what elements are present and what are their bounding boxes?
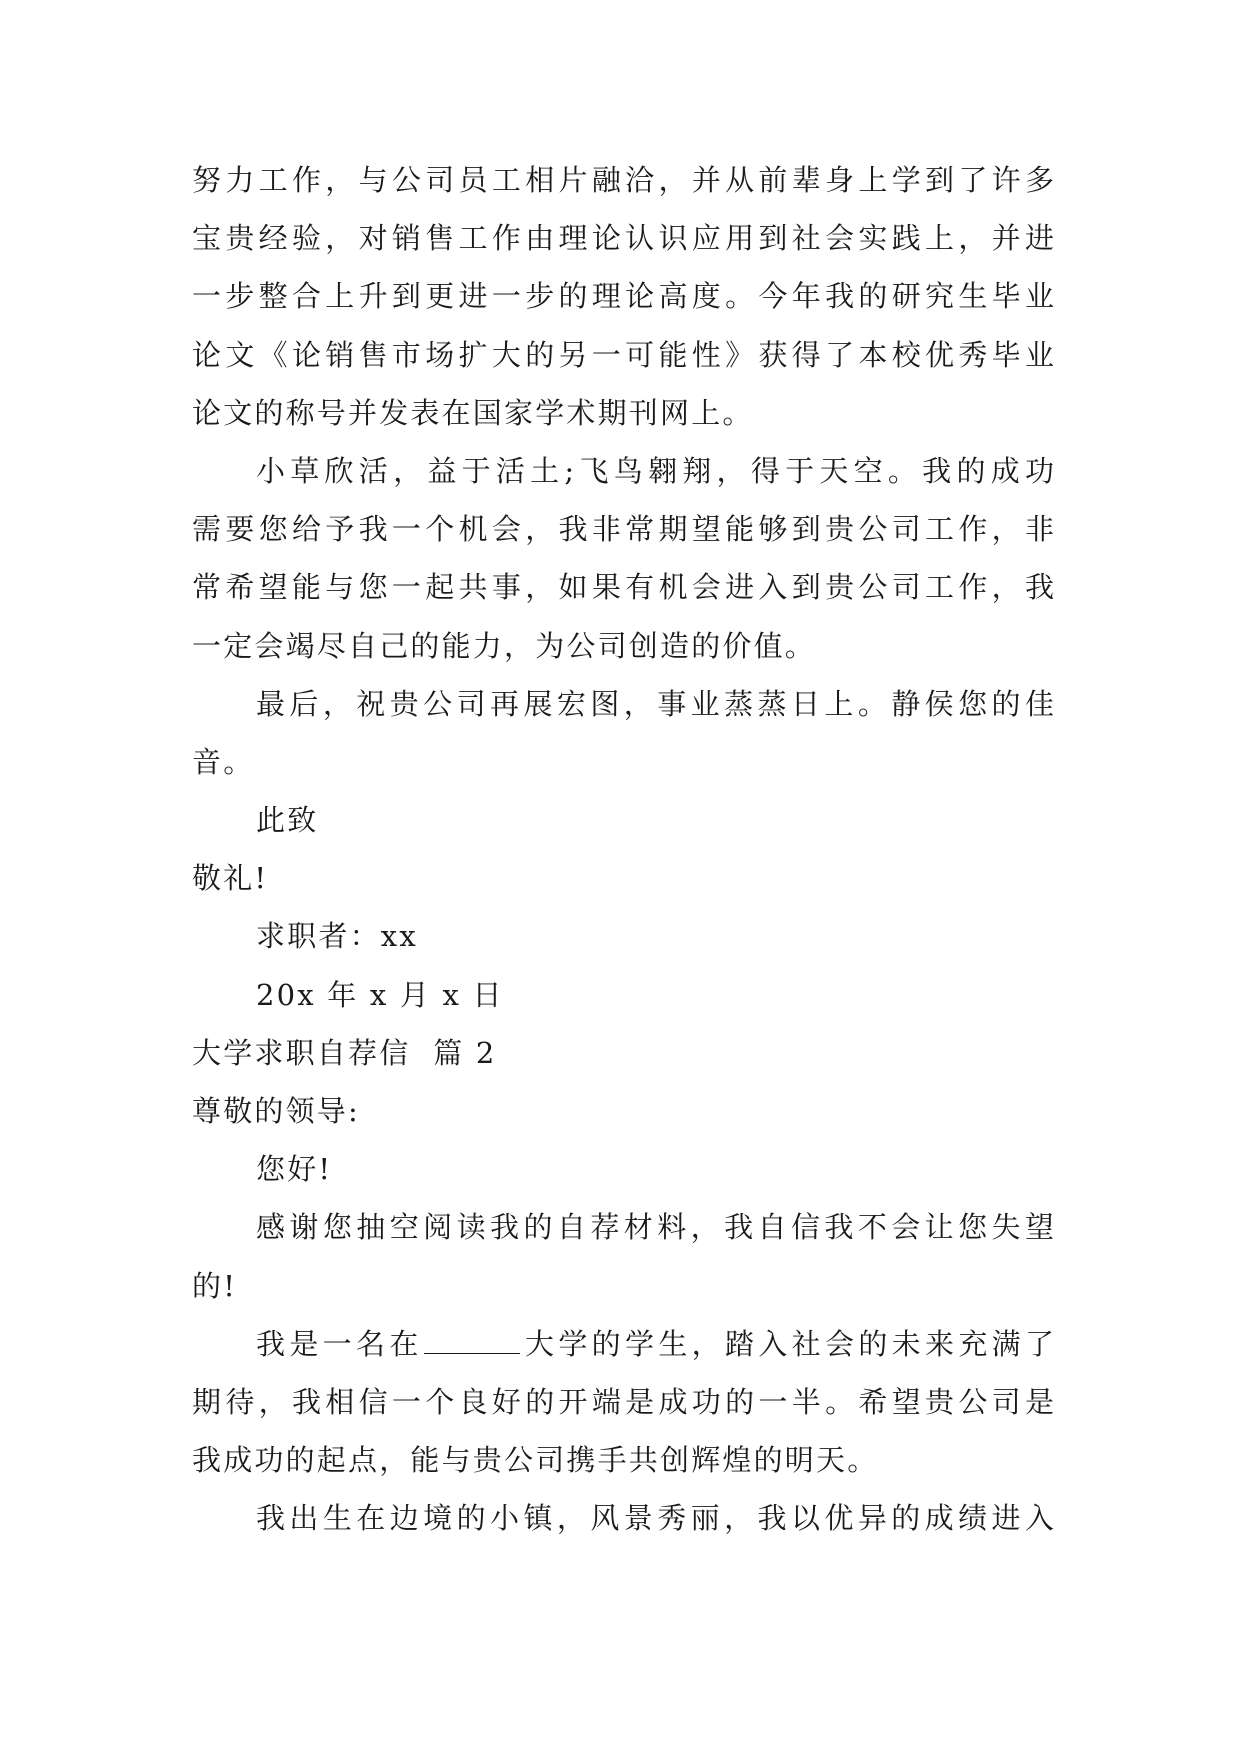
closing-salute: 此致 [256, 803, 319, 838]
text-line: 一定会竭尽自己的能力，为公司创造的价值。 [192, 628, 817, 663]
text-line: 需要您给予我一个机会，我非常期望能够到贵公司工作，非 [192, 512, 1054, 547]
text-line: 我出生在边境的小镇，风景秀丽，我以优异的成绩进入 [256, 1501, 1054, 1536]
letter-date: 20x 年 x 月 x 日 [256, 977, 504, 1012]
letter-hello: 您好! [256, 1152, 333, 1187]
text-line-with-blank [192, 1315, 1054, 1373]
text-line: 宝贵经验，对销售工作由理论认识应用到社会实践上，并进 [192, 221, 1054, 256]
text-line: 音。 [192, 744, 255, 779]
text-line: 我成功的起点，能与贵公司携手共创辉煌的明天。 [192, 1443, 879, 1478]
text-line: 论文《论销售市场扩大的另一可能性》获得了本校优秀毕业 [192, 337, 1054, 372]
text-fragment: 我是一名在 [256, 1326, 423, 1361]
text-line: 的! [192, 1268, 238, 1303]
text-line: 一步整合上升到更进一步的理论高度。今年我的研究生毕业 [192, 279, 1054, 314]
text-line: 最后，祝贵公司再展宏图，事业蒸蒸日上。静侯您的佳 [256, 686, 1054, 721]
letter-greeting: 尊敬的领导: [192, 1094, 360, 1128]
section-title: 大学求职自荐信 篇 2 [192, 1035, 497, 1070]
text-line: 期待，我相信一个良好的开端是成功的一半。希望贵公司是 [192, 1384, 1054, 1419]
document-body [192, 151, 1054, 1548]
text-line: 论文的称号并发表在国家学术期刊网上。 [192, 395, 754, 430]
text-fragment: 大学的学生，踏入社会的未来充满了 [520, 1326, 1054, 1361]
applicant-signature: 求职者：xx [256, 919, 418, 954]
text-line: 努力工作，与公司员工相片融洽，并从前辈身上学到了许多 [192, 163, 1054, 197]
text-line: 常希望能与您一起共事，如果有机会进入到贵公司工作，我 [192, 570, 1054, 605]
text-line: 小草欣活，益于活土;飞鸟翱翔，得于天空。我的成功 [256, 453, 1054, 488]
fill-in-blank [424, 1323, 520, 1354]
text-line: 感谢您抽空阅读我的自荐材料，我自信我不会让您失望 [256, 1210, 1054, 1245]
closing-respect: 敬礼! [192, 861, 269, 896]
